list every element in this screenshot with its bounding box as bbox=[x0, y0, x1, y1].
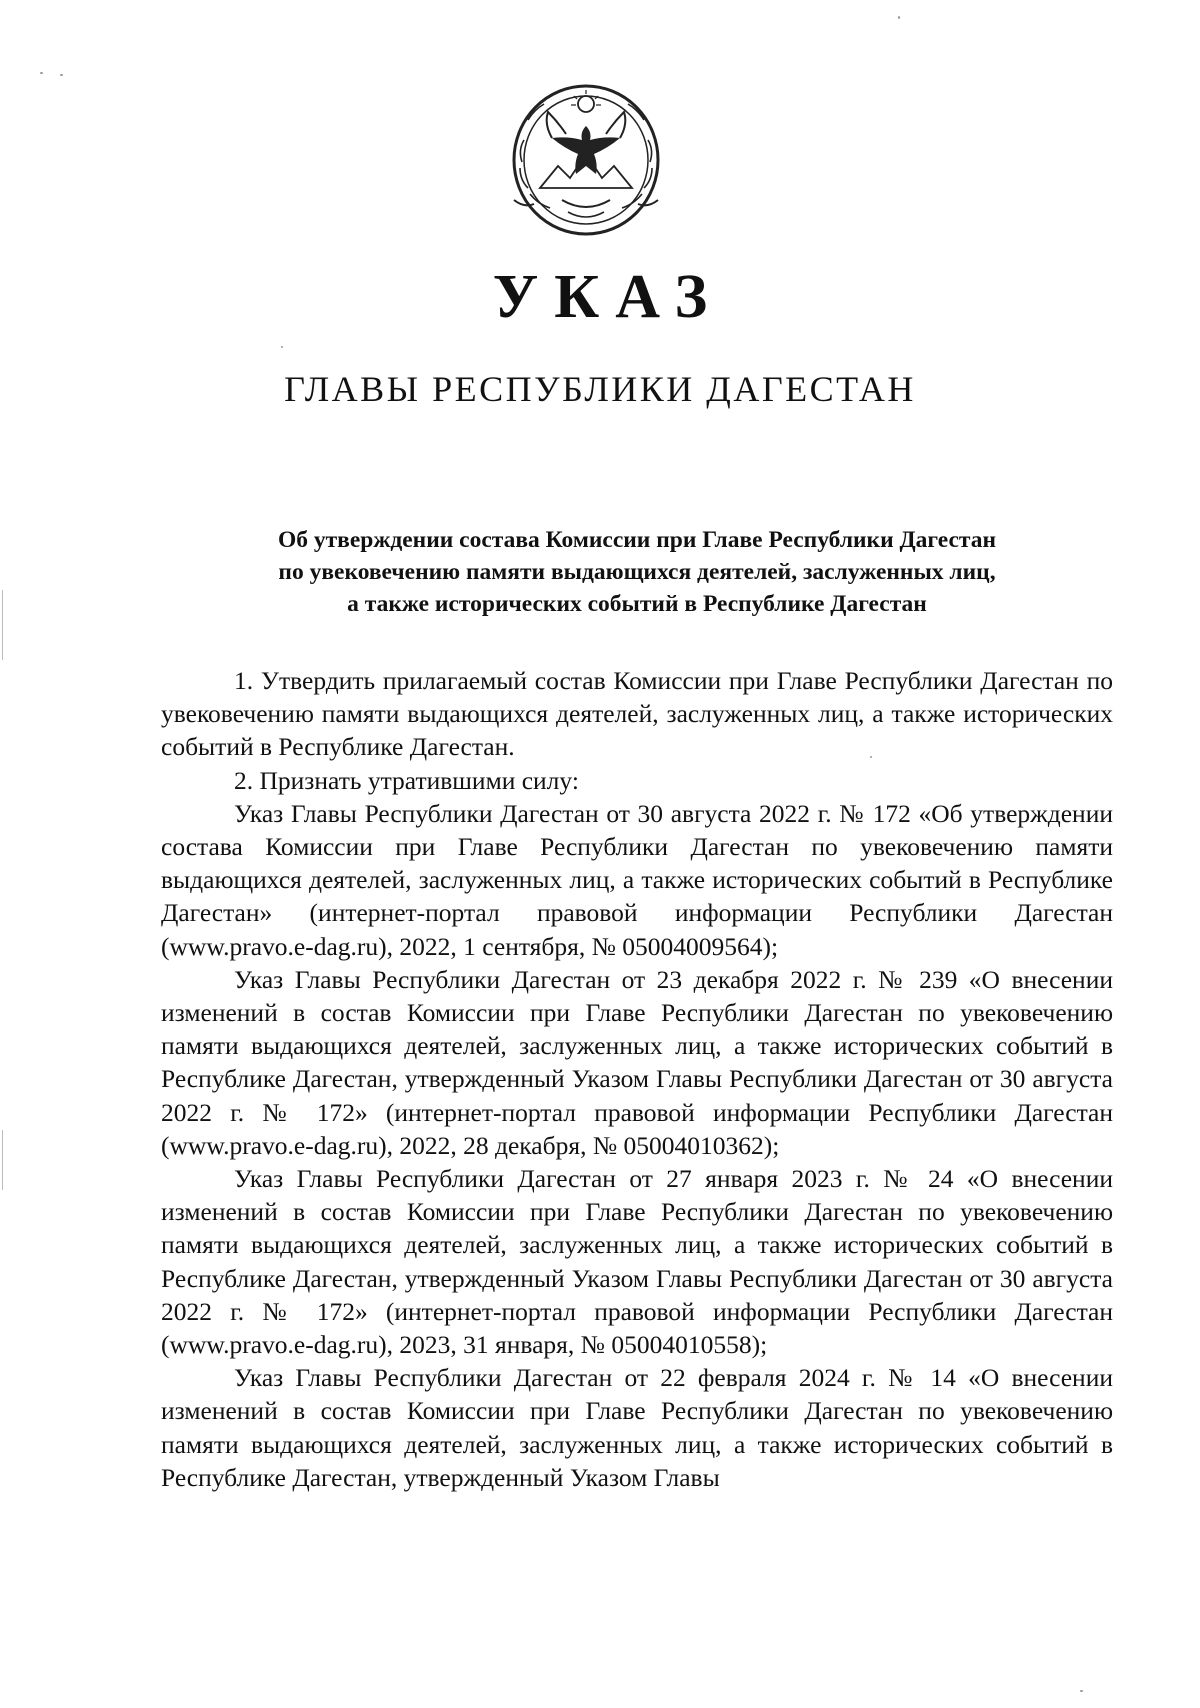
document-title: УКАЗ bbox=[492, 263, 724, 331]
body-paragraph: 2. Признать утратившими силу: bbox=[234, 765, 579, 795]
scan-speck bbox=[60, 74, 63, 76]
scan-edge-line bbox=[2, 590, 3, 660]
scan-speck bbox=[40, 72, 43, 74]
body-paragraph: 1. Утвердить прилагаемый состав Комиссии при Главе Республики Дагестан по увековечению памяти выдающихся деятелей, заслуженных лиц, а также исторических событий в Республике Дагестан. bbox=[161, 666, 1113, 762]
coat-of-arms-emblem bbox=[506, 80, 666, 240]
scan-speck bbox=[281, 346, 283, 348]
heading-line: Об утверждении состава Комиссии при Главе Республики Дагестан bbox=[277, 527, 997, 553]
body-paragraph: Указ Главы Республики Дагестан от 27 января 2023 г. № 24 «О внесении изменений в состав Комиссии при Главе Республики Дагестан по увековечению памяти выдающихся деятелей, заслуженных лиц, а также исторических событий в Республике Дагестан, утвержденный Указом Главы Республики Дагестан от 30 августа 2022 г. № 172» (интернет-портал правовой информации Республики Дагестан (www.pravo.e-dag.ru), 2023, 31 января, № 05004010558); bbox=[161, 1164, 1113, 1360]
scan-speck bbox=[1080, 1690, 1083, 1692]
body-paragraph: Указ Главы Республики Дагестан от 30 августа 2022 г. № 172 «Об утверждении состава Комиссии при Главе Республики Дагестан по увековечению памяти выдающихся деятелей, заслуженных лиц, а также исторических событий в Республике Дагестан» (интернет-портал правовой информации Республики Дагестан (www.pravo.e-dag.ru), 2022, 1 сентября, № 05004009564); bbox=[161, 798, 1113, 961]
dagestan-coat-of-arms-icon bbox=[506, 80, 666, 240]
heading-line: а также исторических событий в Республике Дагестан bbox=[347, 591, 927, 617]
heading-line: по увековечению памяти выдающихся деятелей, заслуженных лиц, bbox=[278, 559, 996, 585]
body-paragraph: Указ Главы Республики Дагестан от 22 февраля 2024 г. № 14 «О внесении изменений в состав Комиссии при Главе Республики Дагестан по увековечению памяти выдающихся деятелей, заслуженных лиц, а также исторических событий в Республике Дагестан, утвержденный Указом Главы bbox=[161, 1363, 1113, 1492]
body-paragraph: Указ Главы Республики Дагестан от 23 декабря 2022 г. № 239 «О внесении изменений в состав Комиссии при Главе Республики Дагестан по увековечению памяти выдающихся деятелей, заслуженных лиц, а также исторических событий в Республике Дагестан, утвержденный Указом Главы Республики Дагестан от 30 августа 2022 г. № 172» (интернет-портал правовой информации Республики Дагестан (www.pravo.e-dag.ru), 2022, 28 декабря, № 05004010362); bbox=[161, 964, 1113, 1160]
document-subtitle: ГЛАВЫ РЕСПУБЛИКИ ДАГЕСТАН bbox=[284, 369, 916, 409]
scan-edge-line bbox=[2, 1130, 3, 1190]
decree-heading bbox=[160, 524, 1114, 620]
decree-body bbox=[161, 664, 1113, 1494]
scan-speck bbox=[898, 16, 900, 19]
